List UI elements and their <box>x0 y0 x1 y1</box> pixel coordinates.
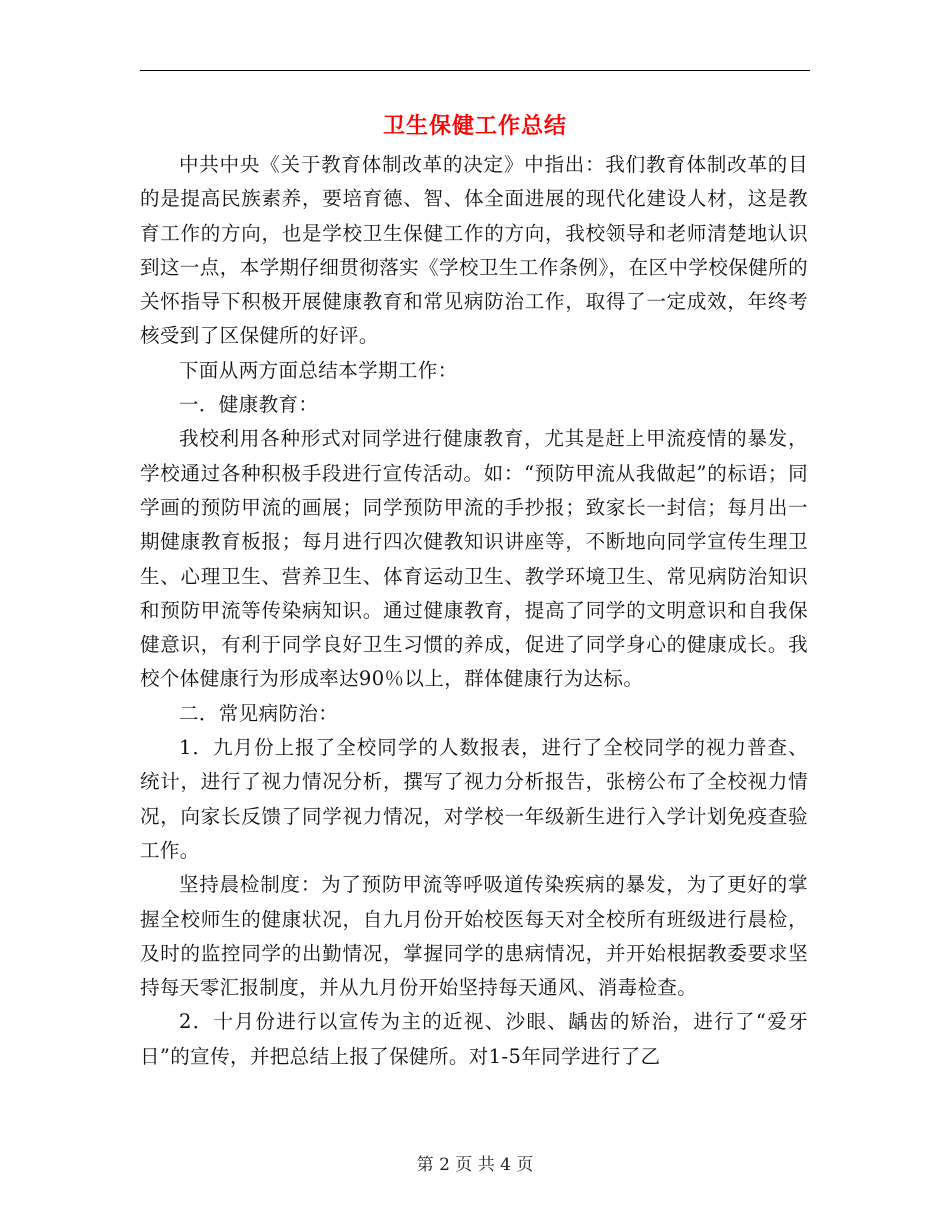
header-rule <box>140 70 810 71</box>
paragraph-overview: 下面从两方面总结本学期工作： <box>179 358 458 382</box>
document-body <box>140 148 808 1074</box>
page-footer: 第 2 页 共 4 页 <box>416 1155 534 1175</box>
paragraph-item-2: 2．十月份进行以宣传为主的近视、沙眼、龋齿的矫治，进行了“爱牙日”的宣传，并把总结上报了保健所。对1-5年同学进行了乙 <box>140 1010 808 1068</box>
section-heading-disease-prevention: 二．常见病防治： <box>179 701 339 725</box>
paragraph-intro: 中共中央《关于教育体制改革的决定》中指出：我们教育体制改革的目的是提高民族素养，要培育德、智、体全面进展的现代化建设人材，这是教育工作的方向，也是学校卫生保健工作的方向，我校领导和老师清楚地认识到这一点，本学期仔细贯彻落实《学校卫生工作条例》，在区中学校保健所的关怀指导下积极开展健康教育和常见病防治工作，取得了一定成效，年终考核受到了区保健所的好评。 <box>140 153 808 348</box>
paragraph-item-1: 1．九月份上报了全校同学的人数报表，进行了全校同学的视力普查、统计，进行了视力情况分析，撰写了视力分析报告，张榜公布了全校视力情况，向家长反馈了同学视力情况，对学校一年级新生进行入学计划免疫查验工作。 <box>140 736 808 862</box>
paragraph-morning-check: 坚持晨检制度：为了预防甲流等呼吸道传染疾病的暴发，为了更好的掌握全校师生的健康状况，自九月份开始校医每天对全校所有班级进行晨检，及时的监控同学的出勤情况，掌握同学的患病情况，并开始根据教委要求坚持每天零汇报制度，并从九月份开始坚持每天通风、消毒检查。 <box>140 873 808 1000</box>
paragraph-health-education: 我校利用各种形式对同学进行健康教育，尤其是赶上甲流疫情的暴发，学校通过各种积极手段进行宣传活动。如：“预防甲流从我做起”的标语；同学画的预防甲流的画展；同学预防甲流的手抄报；致家长一封信；每月出一期健康教育板报；每月进行四次健教知识讲座等，不断地向同学宣传生理卫生、心理卫生、营养卫生、体育运动卫生、教学环境卫生、常见病防治知识和预防甲流等传染病知识。通过健康教育，提高了同学的文明意识和自我保健意识，有利于同学良好卫生习惯的养成，促进了同学身心的健康成长。我校个体健康行为形成率达90％以上，群体健康行为达标。 <box>140 427 808 691</box>
section-heading-health-education: 一．健康教育： <box>179 393 319 417</box>
document-title: 卫生保健工作总结 <box>382 113 567 139</box>
